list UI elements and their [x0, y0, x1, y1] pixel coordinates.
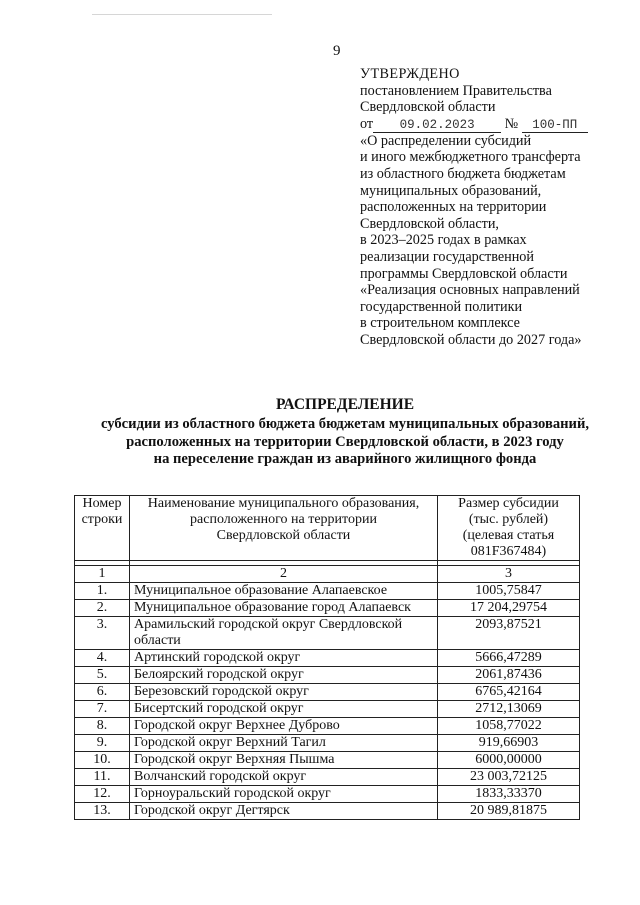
municipality-name: Артинский городской округ	[130, 650, 438, 667]
approval-about-line: в 2023–2025 годах в рамках	[360, 232, 527, 249]
header-text: строки	[81, 512, 123, 527]
header-row-number	[75, 496, 130, 561]
page-number: 9	[333, 43, 341, 59]
municipality-name: Городской округ Верхняя Пышма	[130, 752, 438, 769]
table-row	[75, 769, 580, 786]
date-value: 09.02.2023	[373, 119, 501, 133]
approval-line-1: постановлением Правительства	[360, 82, 552, 99]
header-text: Номер	[82, 496, 122, 511]
approval-line-2: Свердловской области	[360, 99, 496, 116]
approval-about-line: из областного бюджета бюджетам	[360, 165, 566, 182]
table-row	[75, 786, 580, 803]
row-number: 3.	[75, 617, 130, 650]
table-row	[75, 684, 580, 701]
scan-edge-line	[92, 14, 272, 15]
approval-about-line: «Реализация основных направлений	[360, 282, 580, 299]
subsidy-amount: 1005,75847	[438, 583, 580, 600]
header-text: (целевая статья	[462, 528, 555, 543]
municipality-name: Белоярский городской округ	[130, 667, 438, 684]
subsidy-amount: 6765,42164	[438, 684, 580, 701]
row-number: 13.	[75, 803, 130, 820]
row-number: 7.	[75, 701, 130, 718]
table-row	[75, 600, 580, 617]
approval-about-line: государственной политики	[360, 298, 523, 315]
table-header-row	[75, 496, 580, 561]
table-row	[75, 701, 580, 718]
header-text: Наименование муниципального образования,	[147, 496, 420, 511]
subsidy-amount: 2061,87436	[438, 667, 580, 684]
approval-date-line	[360, 116, 628, 133]
table-row	[75, 752, 580, 769]
subsidy-amount: 6000,00000	[438, 752, 580, 769]
row-number: 1.	[75, 583, 130, 600]
row-number: 8.	[75, 718, 130, 735]
row-number: 11.	[75, 769, 130, 786]
approval-about-line: в строительном комплексе	[360, 315, 520, 332]
row-number: 6.	[75, 684, 130, 701]
number-prefix: №	[504, 115, 519, 132]
date-prefix: от	[360, 115, 374, 132]
table-row	[75, 617, 580, 650]
municipality-name: Городской округ Верхний Тагил	[130, 735, 438, 752]
header-text: Свердловской области	[216, 528, 351, 543]
approval-block	[360, 66, 628, 349]
header-text: расположенного на территории	[190, 512, 377, 527]
header-subsidy-amount	[438, 496, 580, 561]
column-number: 3	[438, 566, 580, 583]
table-row	[75, 583, 580, 600]
column-number: 1	[75, 566, 130, 583]
row-number: 9.	[75, 735, 130, 752]
approval-about-line: муниципальных образований,	[360, 182, 542, 199]
document-subtitle-line: на переселение граждан из аварийного жилищного фонда	[153, 451, 537, 468]
subsidy-amount: 5666,47289	[438, 650, 580, 667]
municipality-name: Городской округ Дегтярск	[130, 803, 438, 820]
table-row	[75, 667, 580, 684]
table-row	[75, 803, 580, 820]
header-text: Размер субсидии	[458, 496, 559, 511]
approval-about-line: и иного межбюджетного трансферта	[360, 149, 581, 166]
row-number: 4.	[75, 650, 130, 667]
header-text: 081F367484)	[470, 544, 547, 559]
municipality-name: Муниципальное образование город Алапаевск	[130, 600, 438, 617]
municipality-name: Городской округ Верхнее Дуброво	[130, 718, 438, 735]
municipality-name: Бисертский городской округ	[130, 701, 438, 718]
document-title: РАСПРЕДЕЛЕНИЕ	[275, 396, 415, 413]
municipality-name: Березовский городской округ	[130, 684, 438, 701]
subsidy-amount: 23 003,72125	[438, 769, 580, 786]
municipality-name: Муниципальное образование Алапаевское	[130, 583, 438, 600]
approval-about-line: расположенных на территории	[360, 199, 547, 216]
table-row	[75, 650, 580, 667]
header-text: (тыс. рублей)	[468, 512, 549, 527]
municipality-name: Волчанский городской округ	[130, 769, 438, 786]
municipality-name: Арамильский городской округ Свердловской области	[130, 617, 438, 650]
approval-about-line: реализации государственной	[360, 248, 534, 265]
approval-about-line: программы Свердловской области	[360, 265, 568, 282]
subsidy-table	[74, 495, 580, 820]
document-subtitle-line: субсидии из областного бюджета бюджетам муниципальных образований,	[101, 416, 589, 432]
subsidy-amount: 17 204,29754	[438, 600, 580, 617]
number-value: 100-ПП	[522, 119, 588, 133]
approval-about-line: «О распределении субсидий	[360, 132, 532, 149]
subsidy-amount: 2712,13069	[438, 701, 580, 718]
approval-heading: УТВЕРЖДЕНО	[360, 66, 460, 82]
document-title-block	[40, 396, 640, 469]
row-number: 5.	[75, 667, 130, 684]
subsidy-amount: 2093,87521	[438, 617, 580, 650]
approval-about-line: Свердловской области до 2027 года»	[360, 331, 582, 348]
column-number: 2	[130, 566, 438, 583]
subsidy-amount: 1833,33370	[438, 786, 580, 803]
column-number-row	[75, 566, 580, 583]
subsidy-amount: 1058,77022	[438, 718, 580, 735]
municipality-name: Горноуральский городской округ	[130, 786, 438, 803]
table-row	[75, 718, 580, 735]
header-municipality	[130, 496, 438, 561]
document-subtitle-line: расположенных на территории Свердловской области, в 2023 году	[126, 433, 564, 450]
row-number: 12.	[75, 786, 130, 803]
subsidy-amount: 20 989,81875	[438, 803, 580, 820]
row-number: 2.	[75, 600, 130, 617]
subsidy-amount: 919,66903	[438, 735, 580, 752]
table-row	[75, 735, 580, 752]
approval-about-line: Свердловской области,	[360, 215, 499, 232]
row-number: 10.	[75, 752, 130, 769]
